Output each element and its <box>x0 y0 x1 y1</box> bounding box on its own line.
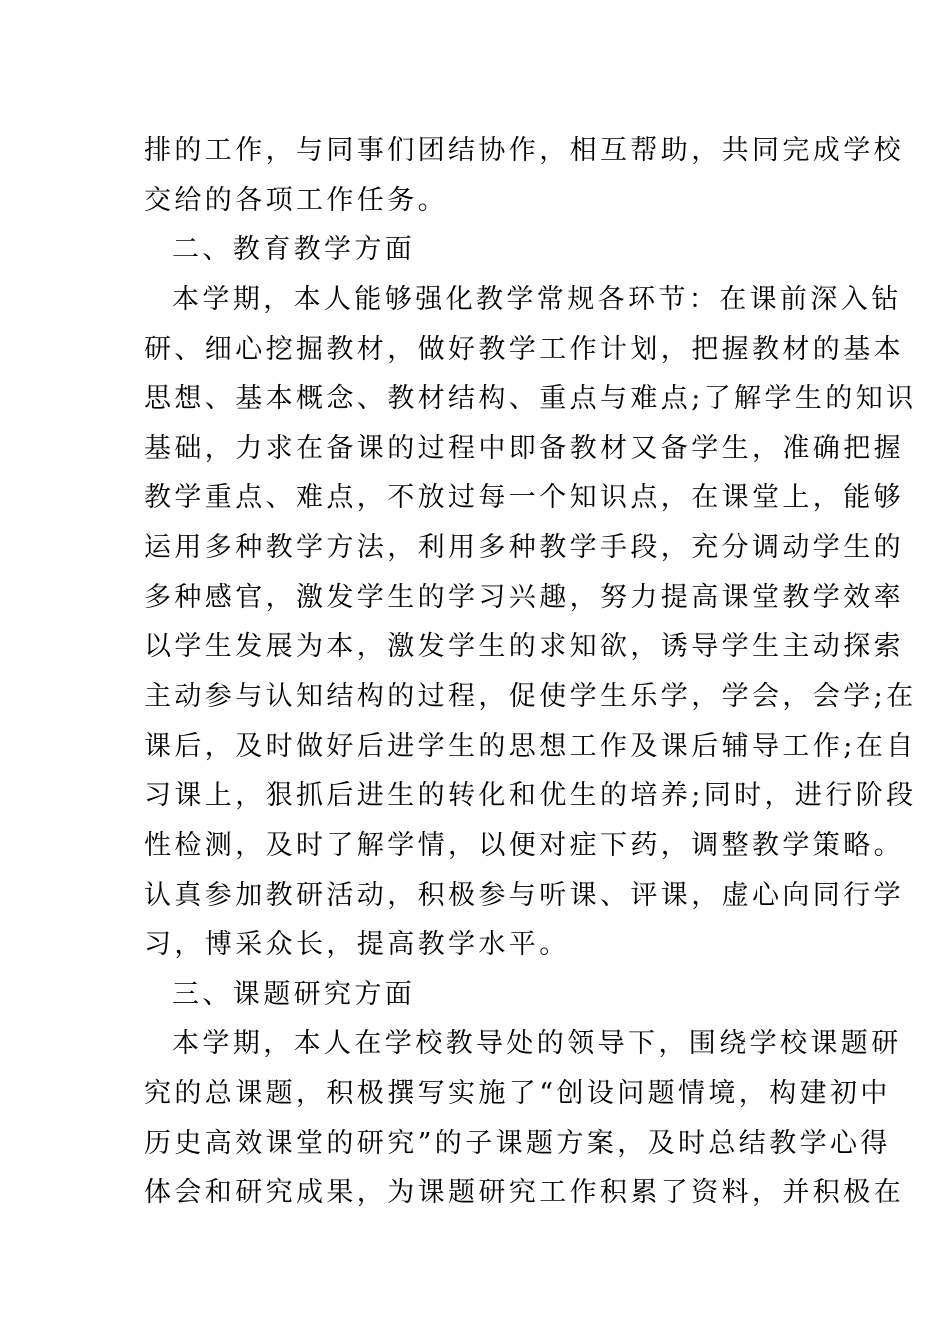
text-line: 本学期，本人在学校教导处的领导下，围绕学校课题研 <box>172 1028 902 1059</box>
text-line: 思想、基本概念、教材结构、重点与难点;了解学生的知识 <box>144 383 917 414</box>
text-line: 课后，及时做好后进学生的思想工作及课后辅导工作;在自 <box>144 731 917 762</box>
text-line: 基础，力求在备课的过程中即备教材又备学生，准确把握 <box>144 433 904 464</box>
text-line: 研、细心挖掘教材，做好教学工作计划，把握教材的基本 <box>144 334 904 365</box>
section-heading-research: 三、课题研究方面 <box>172 979 416 1010</box>
text-line: 本学期，本人能够强化教学常规各环节：在课前深入钻 <box>172 284 902 315</box>
text-line: 习，博采众长，提高教学水平。 <box>144 929 570 960</box>
text-line: 历史高效课堂的研究”的子课题方案，及时总结教学心得 <box>144 1128 891 1159</box>
text-line: 究的总课题，积极撰写实施了“创设问题情境，构建初中 <box>144 1078 891 1109</box>
text-line: 交给的各项工作任务。 <box>144 185 448 216</box>
section-heading-education: 二、教育教学方面 <box>172 234 416 265</box>
text-line: 性检测，及时了解学情，以便对症下药，调整教学策略。 <box>144 830 904 861</box>
text-line: 运用多种教学方法，利用多种教学手段，充分调动学生的 <box>144 532 904 563</box>
text-line: 教学重点、难点，不放过每一个知识点，在课堂上，能够 <box>144 482 904 513</box>
text-line: 主动参与认知结构的过程，促使学生乐学，学会，会学;在 <box>144 681 917 712</box>
text-line: 多种感官，激发学生的学习兴趣，努力提高课堂教学效率 <box>144 582 904 613</box>
text-line: 体会和研究成果，为课题研究工作积累了资料，并积极在 <box>144 1177 904 1208</box>
text-line: 习课上，狠抓后进生的转化和优生的培养;同时，进行阶段 <box>144 780 917 811</box>
text-line: 以学生发展为本，激发学生的求知欲，诱导学生主动探索 <box>144 631 904 662</box>
text-line: 排的工作，与同事们团结协作，相互帮助，共同完成学校 <box>144 135 904 166</box>
text-line: 认真参加教研活动，积极参与听课、评课，虚心向同行学 <box>144 880 904 911</box>
